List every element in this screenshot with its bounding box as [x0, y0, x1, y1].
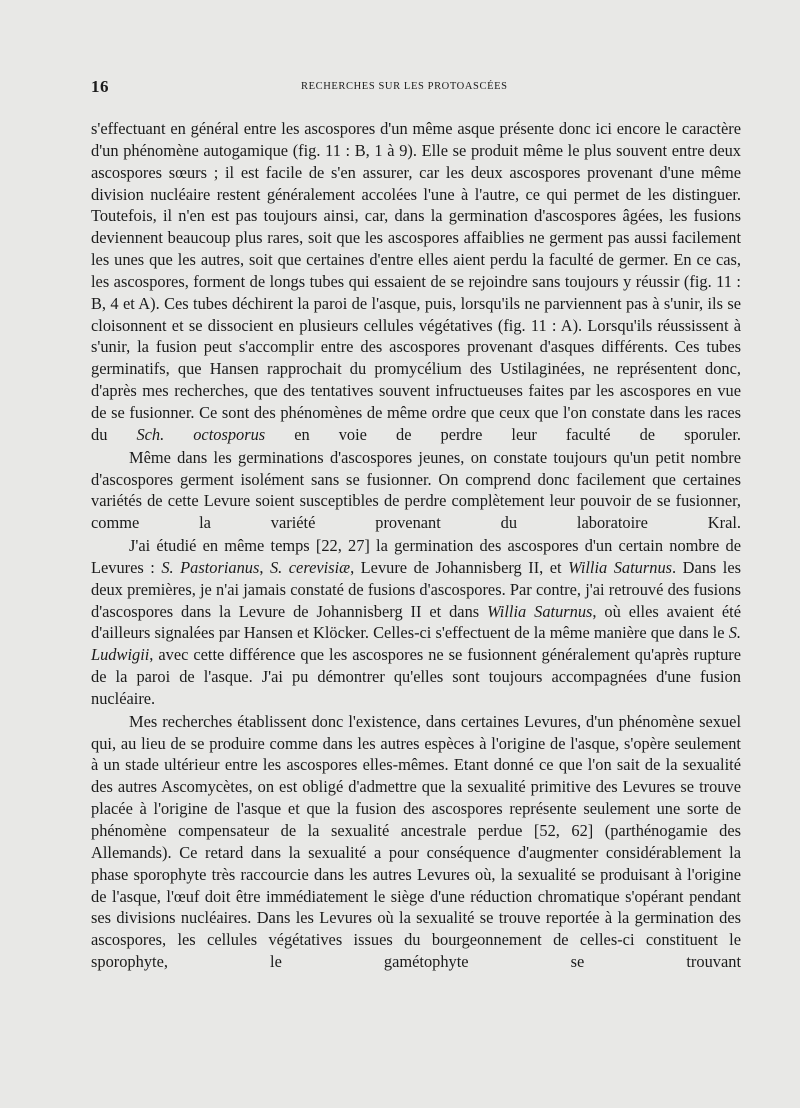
running-title: RECHERCHES SUR LES PROTOASCÉES: [301, 81, 508, 92]
species-name: Willia Saturnus: [568, 557, 673, 577]
text-segment: Mes recherches établissent donc l'existence, dans certaines Levures, d'un phénomène sexuel qui, au lieu de se produire comme dans les autres espèces à l'origine de l'asque, s'opère seulement à un stade ultérieur entre les ascospores elles-mêmes. Etant donné ce que l'on sait de la sexualité des autres Ascomycètes, on est obligé d'admettre que la sexualité primitive des Levures se trouve placée à l'origine de l'asque et que la fusion des ascospores représente seulement une sorte de phénomène compensateur de la sexualité ancestrale perdue [52, 62] (parthénogamie des Allemands). Ce retard dans la sexualité a pour conséquence d'augmenter considérablement la phase sporophyte très raccourcie dans les autres Levures où, la sexualité se produisant à l'origine de l'asque, l'œuf doit être immédiatement le siège d'une réduction chromatique s'opérant pendant ses divisions nucléaires. Dans les Levures où la sexualité se trouve reportée à la germination des ascospores, les cellules végétatives issues du bourgeonnement de celles-ci constituent le sporophyte, le gamétophyte se trouvant: [91, 711, 741, 972]
text-segment: , avec cette différence que les ascospores ne se fusionnent généralement qu'après rupture de la paroi de l'asque. J'ai pu démontrer qu'elles sont toujours accompagnées d'une fusion nucléaire.: [91, 645, 741, 708]
text-segment: J'ai étudié en même temps [22, 27] la germination des ascospores d'un certain nombre de Levures :: [91, 536, 741, 577]
paragraph-1: [91, 118, 741, 446]
species-name: S. Ludwigii: [91, 623, 741, 665]
body-text: [91, 118, 741, 974]
text-segment: . Dans les deux premières, je n'ai jamais constaté de fusions d'ascospores. Par contre, j'ai retrouvé des fusions d'ascospores dans la Levure de Johannisberg II et dans: [91, 557, 742, 621]
species-name: S. cerevisiæ: [269, 557, 351, 577]
text-segment: ,: [259, 557, 270, 577]
text-segment: , où elles avaient été d'ailleurs signalées par Hansen et Klöcker. Celles-ci s'effectuent de la même manière que dans le: [91, 601, 742, 643]
page-number: 16: [91, 77, 109, 96]
running-head: [91, 77, 741, 101]
species-name: Sch. octosporus: [136, 424, 266, 444]
text-segment: Même dans les germinations d'ascospores jeunes, on constate toujours qu'un petit nombre d'ascospores germent isolément sans se fusionner. On comprend donc facilement que certaines variétés de cette Levure soient susceptibles de perdre complètement leur pouvoir de se fusionner, comme la variété provenant du laboratoire Kral.: [91, 447, 741, 533]
text-segment: s'effectuant en général entre les ascospores d'un même asque présente donc ici encore le caractère d'un phénomène autogamique (fig. 11 : B, 1 à 9). Elle se produit même le plus souvent entre deux ascospores sœurs ; il est facile de s'en assurer, car les deux ascospores provenant d'une même division nucléaire restent généralement accolées l'une à l'autre, ce qui permet de les distinguer. Toutefois, il n'en est pas toujours ainsi, car, dans la germination d'ascospores âgées, les fusions deviennent beaucoup plus rares, soit que les ascospores affaiblies ne germent pas aussi facilement les unes que les autres, soit que certaines d'entre elles aient perdu la faculté de germer. En ce cas, les ascospores, forment de longs tubes qui essaient de se rejoindre sans toujours y réussir (fig. 11 : B, 4 et A). Ces tubes déchirent la paroi de l'asque, puis, lorsqu'ils ne parviennent pas à s'unir, ils se cloisonnent et se dissocient en plusieurs cellules végétatives (fig. 11 : A). Lorsqu'ils réussissent à s'unir, la fusion peut s'accomplir entre des ascospores provenant d'asques différents. Ces tubes germinatifs, que Hansen rapprochait du promycélium des Ustilaginées, ne représentent donc, d'après mes recherches, que des tentatives souvent infructueuses faites par les ascospores en vue de se fusionner. Ce sont des phénomènes de même ordre que ceux que l'on constate dans les races du: [91, 119, 741, 444]
paragraph-2: [91, 447, 741, 534]
species-name: S. Pastorianus: [161, 557, 260, 577]
paragraph-3: [91, 535, 741, 710]
paragraph-4: [91, 711, 741, 973]
text-segment: en voie de perdre leur faculté de sporuler.: [265, 424, 741, 444]
species-name: Willia Saturnus: [487, 601, 593, 621]
text-segment: , Levure de Johannisberg II, et: [350, 557, 569, 577]
